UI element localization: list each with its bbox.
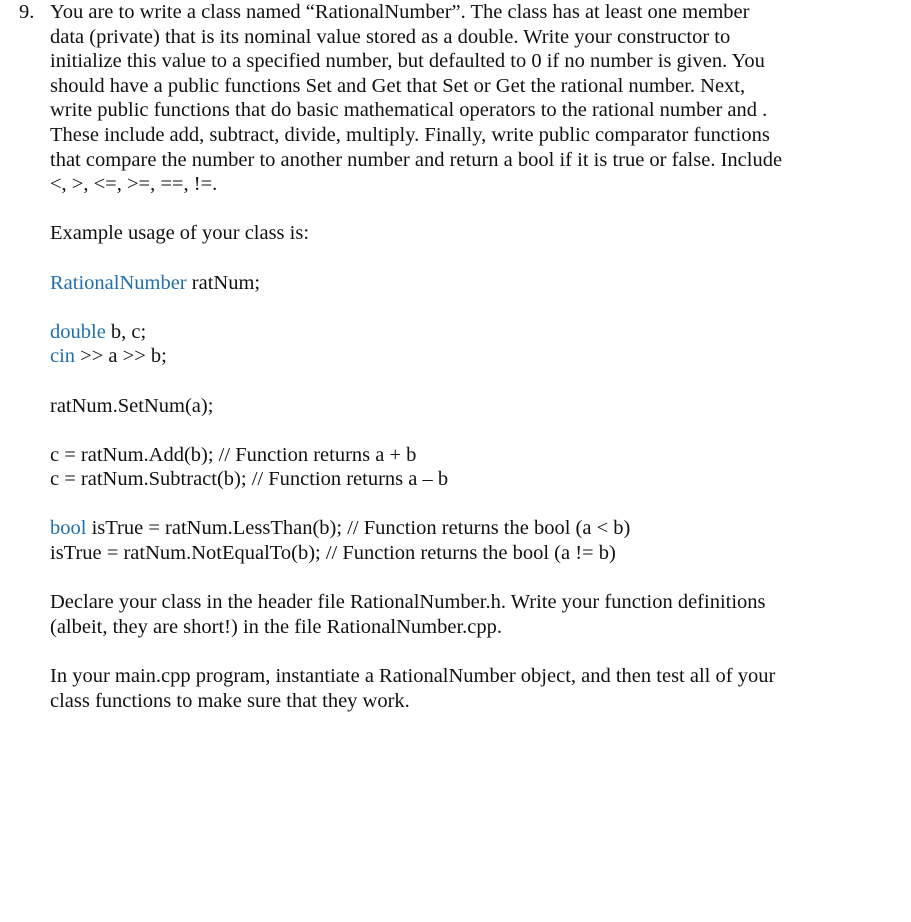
code-inputs (50, 320, 900, 369)
code-line-notequal: isTrue = ratNum.NotEqualTo(b); // Function returns the bool (a != b) (50, 542, 616, 565)
code-line-subtract: c = ratNum.Subtract(b); // Function returns a – b (50, 468, 449, 491)
code-line-lessthan (50, 516, 900, 541)
intro-line: data (private) that is its nominal value stored as a double. Write your constructor to (50, 25, 731, 48)
intro-line: <, >, <=, >=, ==, !=. (50, 173, 218, 196)
code-text: isTrue = ratNum.LessThan(b); // Function returns the bool (a < b) (86, 517, 631, 540)
example-heading (50, 221, 900, 246)
code-line-double (50, 320, 900, 345)
declare-line: (albeit, they are short!) in the file RationalNumber.cpp. (50, 615, 502, 638)
code-declaration (50, 271, 900, 296)
question-number: 9. (19, 1, 35, 23)
declare-paragraph (50, 590, 900, 639)
code-comparators (50, 516, 900, 565)
example-heading-text: Example usage of your class is: (50, 222, 310, 245)
code-text: ratNum; (186, 271, 261, 294)
declare-line: Declare your class in the header file RationalNumber.h. Write your function definitions (50, 591, 766, 614)
intro-line: These include add, subtract, divide, multiply. Finally, write public comparator functions (50, 123, 770, 146)
type-keyword: RationalNumber (50, 271, 187, 294)
code-line-setnum: ratNum.SetNum(a); (50, 394, 214, 417)
intro-paragraph (50, 0, 900, 197)
question-body (50, 0, 900, 713)
main-line: In your main.cpp program, instantiate a RationalNumber object, and then test all of your (50, 665, 776, 688)
code-line-cin (50, 344, 900, 369)
code-line-declaration (50, 271, 900, 296)
intro-line: write public functions that do basic mathematical operators to the rational number and . (50, 99, 768, 122)
main-paragraph (50, 664, 900, 713)
code-arithmetic (50, 443, 900, 492)
code-text: >> a >> b; (75, 345, 167, 368)
main-line: class functions to make sure that they work. (50, 689, 410, 712)
code-setnum (50, 394, 900, 419)
intro-line: initialize this value to a specified number, but defaulted to 0 if no number is given. You (50, 50, 765, 73)
intro-line: should have a public functions Set and Get that Set or Get the rational number. Next, (50, 74, 746, 97)
intro-line: that compare the number to another number and return a bool if it is true or false. Include (50, 148, 783, 171)
cin-keyword: cin (50, 345, 76, 368)
intro-line: You are to write a class named “RationalNumber”. The class has at least one member (50, 1, 750, 23)
code-line-add: c = ratNum.Add(b); // Function returns a + b (50, 443, 417, 466)
double-keyword: double (50, 320, 106, 343)
bool-keyword: bool (50, 517, 87, 540)
code-text: b, c; (105, 320, 147, 343)
